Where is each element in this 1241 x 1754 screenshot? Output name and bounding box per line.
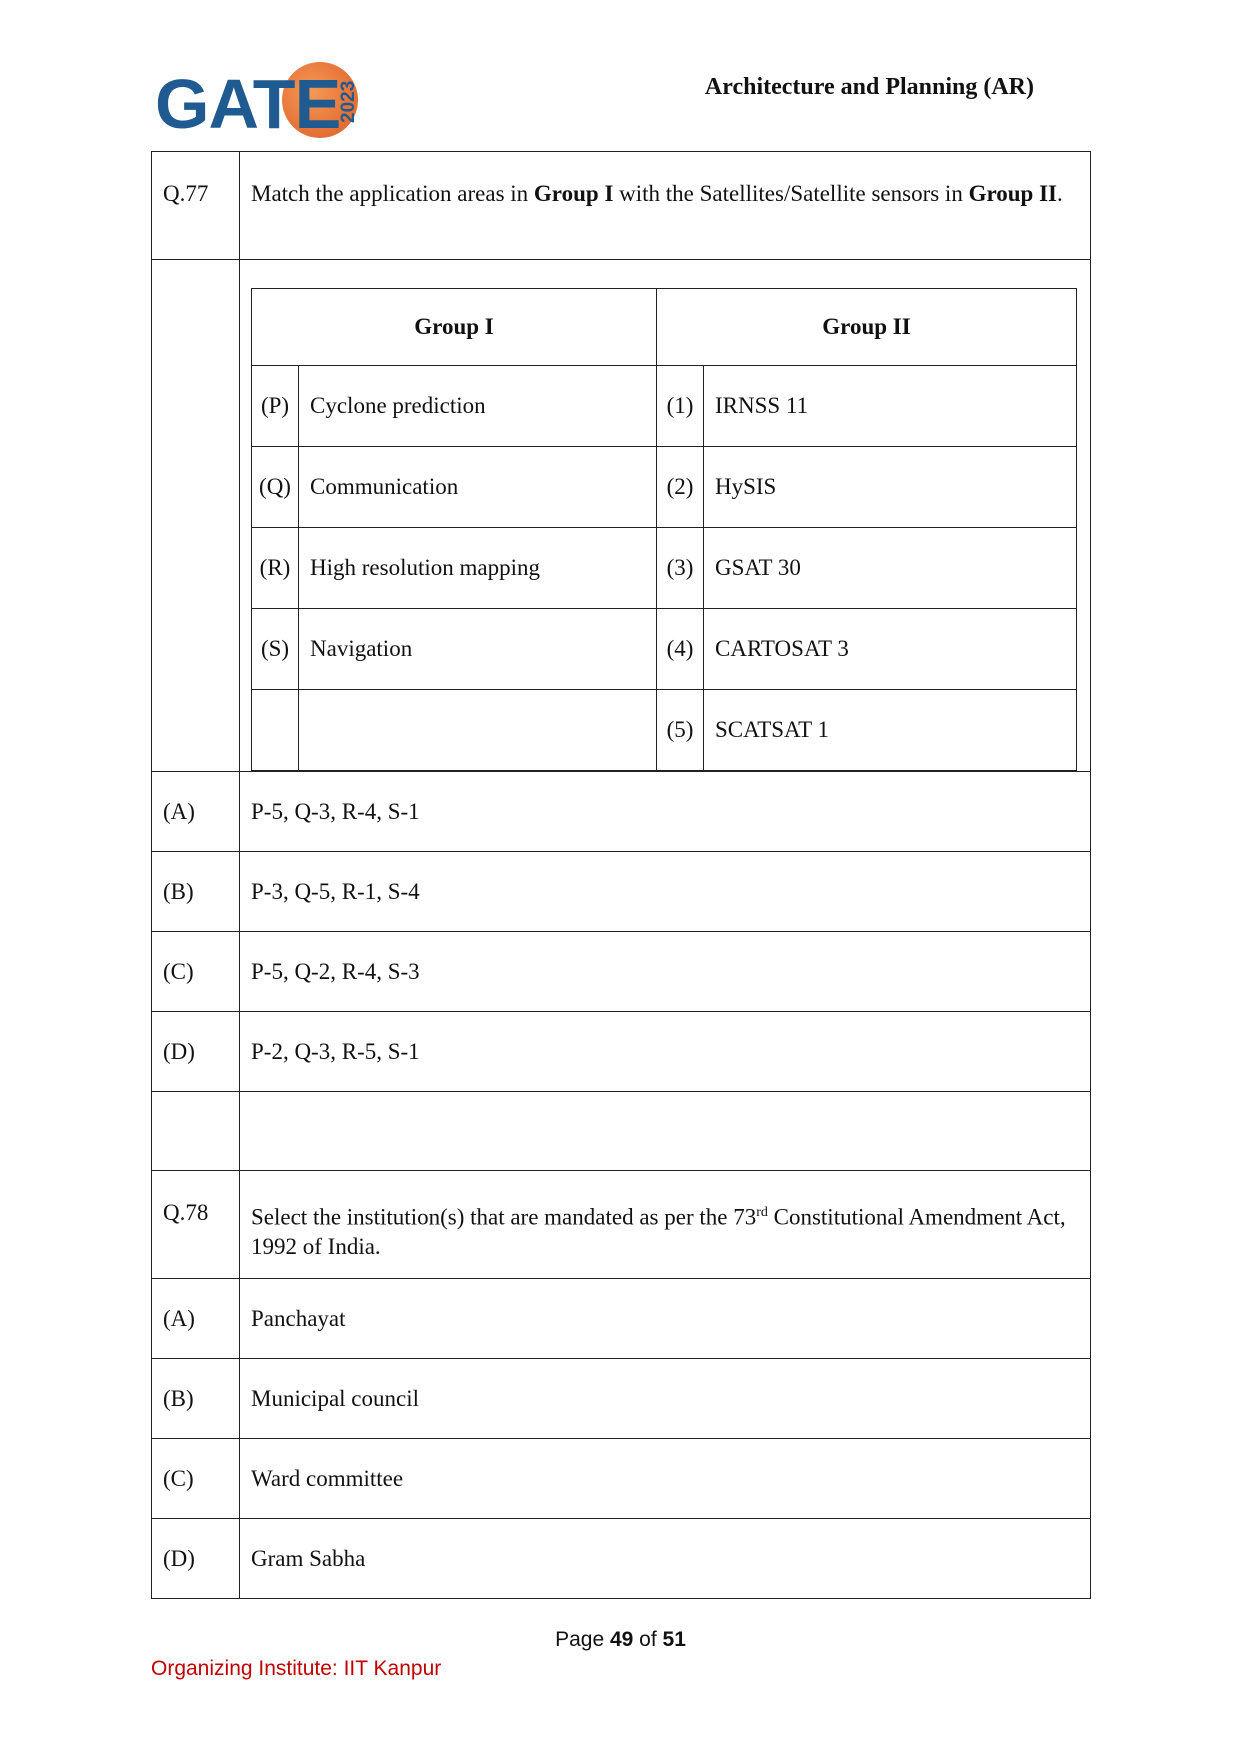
group-2-item: CARTOSAT 3 (704, 609, 1077, 690)
group-2-label: (3) (657, 528, 704, 609)
match-table-row (152, 260, 1091, 772)
option-row (152, 1359, 1091, 1439)
option-row (152, 1519, 1091, 1599)
organizing-institute: Organizing Institute: IIT Kanpur (151, 1657, 442, 1680)
option-row (152, 852, 1091, 932)
option-row (152, 932, 1091, 1012)
match-row (252, 447, 1077, 528)
question-number: Q.77 (152, 152, 240, 260)
option-text: Gram Sabha (240, 1519, 1091, 1599)
group-1-item: Communication (299, 447, 657, 528)
option-row (152, 1439, 1091, 1519)
option-label: (D) (152, 1519, 240, 1599)
question-77-text: Match the application areas in Group I with the Satellites/Satellite sensors in Group II. (240, 152, 1091, 260)
option-text: Panchayat (240, 1279, 1091, 1359)
option-text: P-5, Q-3, R-4, S-1 (240, 772, 1091, 852)
question-number: Q.78 (152, 1171, 240, 1279)
gate-2023-logo (155, 60, 365, 142)
option-label: (B) (152, 852, 240, 932)
option-label: (B) (152, 1359, 240, 1439)
match-row (252, 528, 1077, 609)
group-1-label: (S) (252, 609, 299, 690)
logo-year: 2023 (338, 80, 359, 124)
option-label: (D) (152, 1012, 240, 1092)
group-1-item: High resolution mapping (299, 528, 657, 609)
group-1-item (299, 690, 657, 771)
match-row (252, 609, 1077, 690)
group-1-label: (P) (252, 366, 299, 447)
option-text: P-2, Q-3, R-5, S-1 (240, 1012, 1091, 1092)
group-2-label: (4) (657, 609, 704, 690)
group-2-header: Group II (657, 289, 1077, 366)
match-row (252, 366, 1077, 447)
option-row (152, 1279, 1091, 1359)
group-1-item: Cyclone prediction (299, 366, 657, 447)
group-2-label: (5) (657, 690, 704, 771)
question-78-row (152, 1171, 1091, 1279)
option-label: (C) (152, 932, 240, 1012)
group-1-label (252, 690, 299, 771)
option-text: P-3, Q-5, R-1, S-4 (240, 852, 1091, 932)
match-table (251, 288, 1077, 771)
group-1-item: Navigation (299, 609, 657, 690)
page-number: Page 49 of 51 (555, 1628, 686, 1651)
option-label: (C) (152, 1439, 240, 1519)
option-row (152, 772, 1091, 852)
group-2-label: (2) (657, 447, 704, 528)
group-1-label: (Q) (252, 447, 299, 528)
group-2-item: GSAT 30 (704, 528, 1077, 609)
match-header-row (252, 289, 1077, 366)
option-text: Ward committee (240, 1439, 1091, 1519)
logo-word: GATE (155, 65, 341, 143)
option-text: P-5, Q-2, R-4, S-3 (240, 932, 1091, 1012)
question-table (151, 151, 1091, 1599)
question-78-text: Select the institution(s) that are mandated as per the 73rd Constitutional Amendment Act, 1992 of India. (240, 1171, 1091, 1279)
group-2-item: SCATSAT 1 (704, 690, 1077, 771)
paper-title: Architecture and Planning (AR) (704, 74, 1034, 100)
spacer-row (152, 1092, 1091, 1171)
option-text: Municipal council (240, 1359, 1091, 1439)
option-label: (A) (152, 1279, 240, 1359)
group-1-label: (R) (252, 528, 299, 609)
group-2-label: (1) (657, 366, 704, 447)
option-label: (A) (152, 772, 240, 852)
group-1-header: Group I (252, 289, 657, 366)
option-row (152, 1012, 1091, 1092)
match-row (252, 690, 1077, 771)
question-77-row (152, 152, 1091, 260)
group-2-item: HySIS (704, 447, 1077, 528)
group-2-item: IRNSS 11 (704, 366, 1077, 447)
